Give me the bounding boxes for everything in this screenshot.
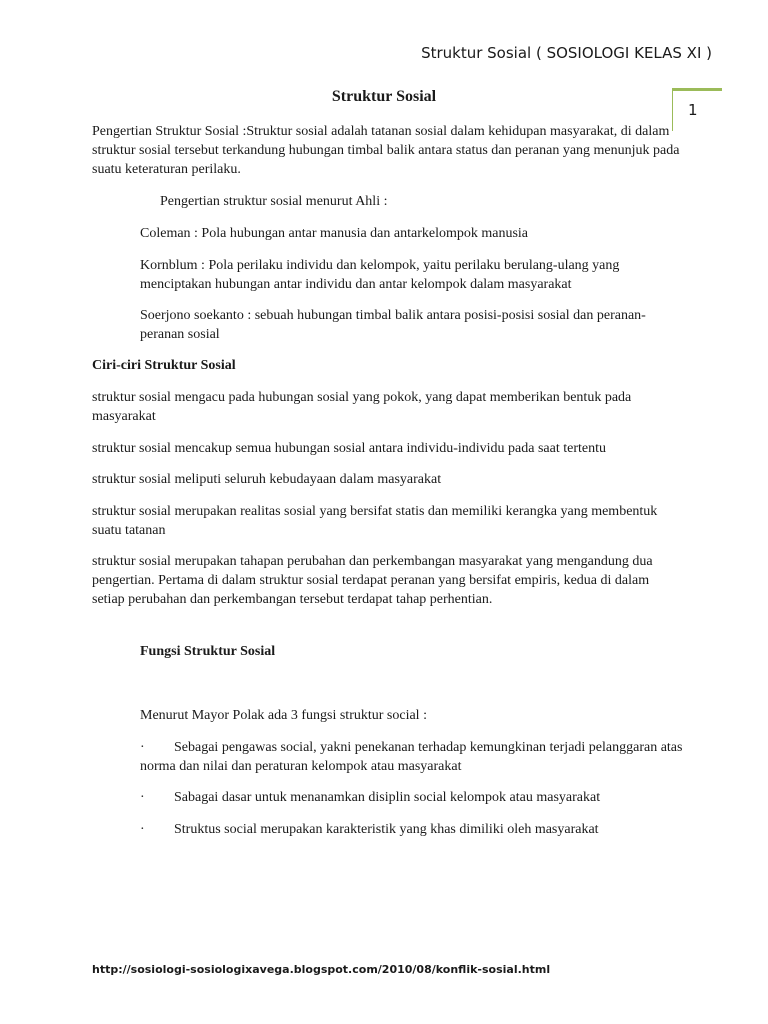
intro-paragraph: Pengertian Struktur Sosial :Struktur sosial adalah tatanan sosial dalam kehidupan masyarakat, di dalam struktur sosial tersebut terkandung hubungan timbal balik antara status dan peranan yang menunjuk pada suatu keteraturan perilaku. bbox=[92, 124, 680, 177]
fungsi-item bbox=[140, 738, 685, 776]
page-number: 1 bbox=[688, 101, 698, 119]
fungsi-intro: Menurut Mayor Polak ada 3 fungsi struktur social : bbox=[140, 708, 427, 723]
ciri-item: struktur sosial mengacu pada hubungan sosial yang pokok, yang dapat memberikan bentuk pada masyarakat bbox=[92, 390, 632, 424]
ciri-item: struktur sosial meliputi seluruh kebudayaan dalam masyarakat bbox=[92, 472, 442, 487]
ciri-heading: Ciri-ciri Struktur Sosial bbox=[92, 358, 236, 373]
expert-definition: Kornblum : Pola perilaku individu dan kelompok, yaitu perilaku berulang-ulang yang menciptakan hubungan antar individu dan antar kelompok dalam masyarakat bbox=[140, 258, 620, 292]
expert-definition: Coleman : Pola hubungan antar manusia dan antarkelompok manusia bbox=[140, 226, 529, 241]
fungsi-item bbox=[140, 820, 685, 839]
experts-heading: Pengertian struktur sosial menurut Ahli : bbox=[160, 194, 388, 209]
bullet-glyph: · bbox=[140, 822, 145, 837]
document-title: Struktur Sosial bbox=[331, 88, 437, 105]
source-url: http://sosiologi-sosiologixavega.blogspot.com/2010/08/konflik-sosial.html bbox=[92, 963, 551, 976]
bullet-glyph: · bbox=[140, 790, 145, 805]
running-header: Struktur Sosial ( SOSIOLOGI KELAS XI ) bbox=[421, 44, 712, 62]
fungsi-item bbox=[140, 788, 685, 807]
fungsi-item-text: Sebagai pengawas social, yakni penekanan terhadap kemungkinan terjadi pelanggaran atas norma dan nilai dan peraturan kelompok atau masyarakat bbox=[140, 740, 683, 774]
fungsi-item-text: Sabagai dasar untuk menanamkan disiplin social kelompok atau masyarakat bbox=[174, 790, 601, 805]
fungsi-item-text: Struktus social merupakan karakteristik yang khas dimiliki oleh masyarakat bbox=[174, 822, 599, 837]
ciri-item: struktur sosial merupakan realitas sosial yang bersifat statis dan memiliki kerangka yang membentuk suatu tatanan bbox=[92, 504, 658, 538]
bullet-glyph: · bbox=[140, 740, 145, 755]
expert-definition: Soerjono soekanto : sebuah hubungan timbal balik antara posisi-posisi sosial dan peranan-peranan sosial bbox=[140, 308, 646, 342]
ciri-item: struktur sosial merupakan tahapan perubahan dan perkembangan masyarakat yang mengandung dua pengertian. Pertama di dalam struktur sosial terdapat peranan yang bersifat empiris, kedua di dalam setiap perubahan dan perkembangan tersebut terdapat tahap perhentian. bbox=[92, 554, 653, 607]
ciri-item: struktur sosial mencakup semua hubungan sosial antara individu-individu pada saat tertentu bbox=[92, 441, 606, 456]
fungsi-heading: Fungsi Struktur Sosial bbox=[140, 644, 276, 659]
